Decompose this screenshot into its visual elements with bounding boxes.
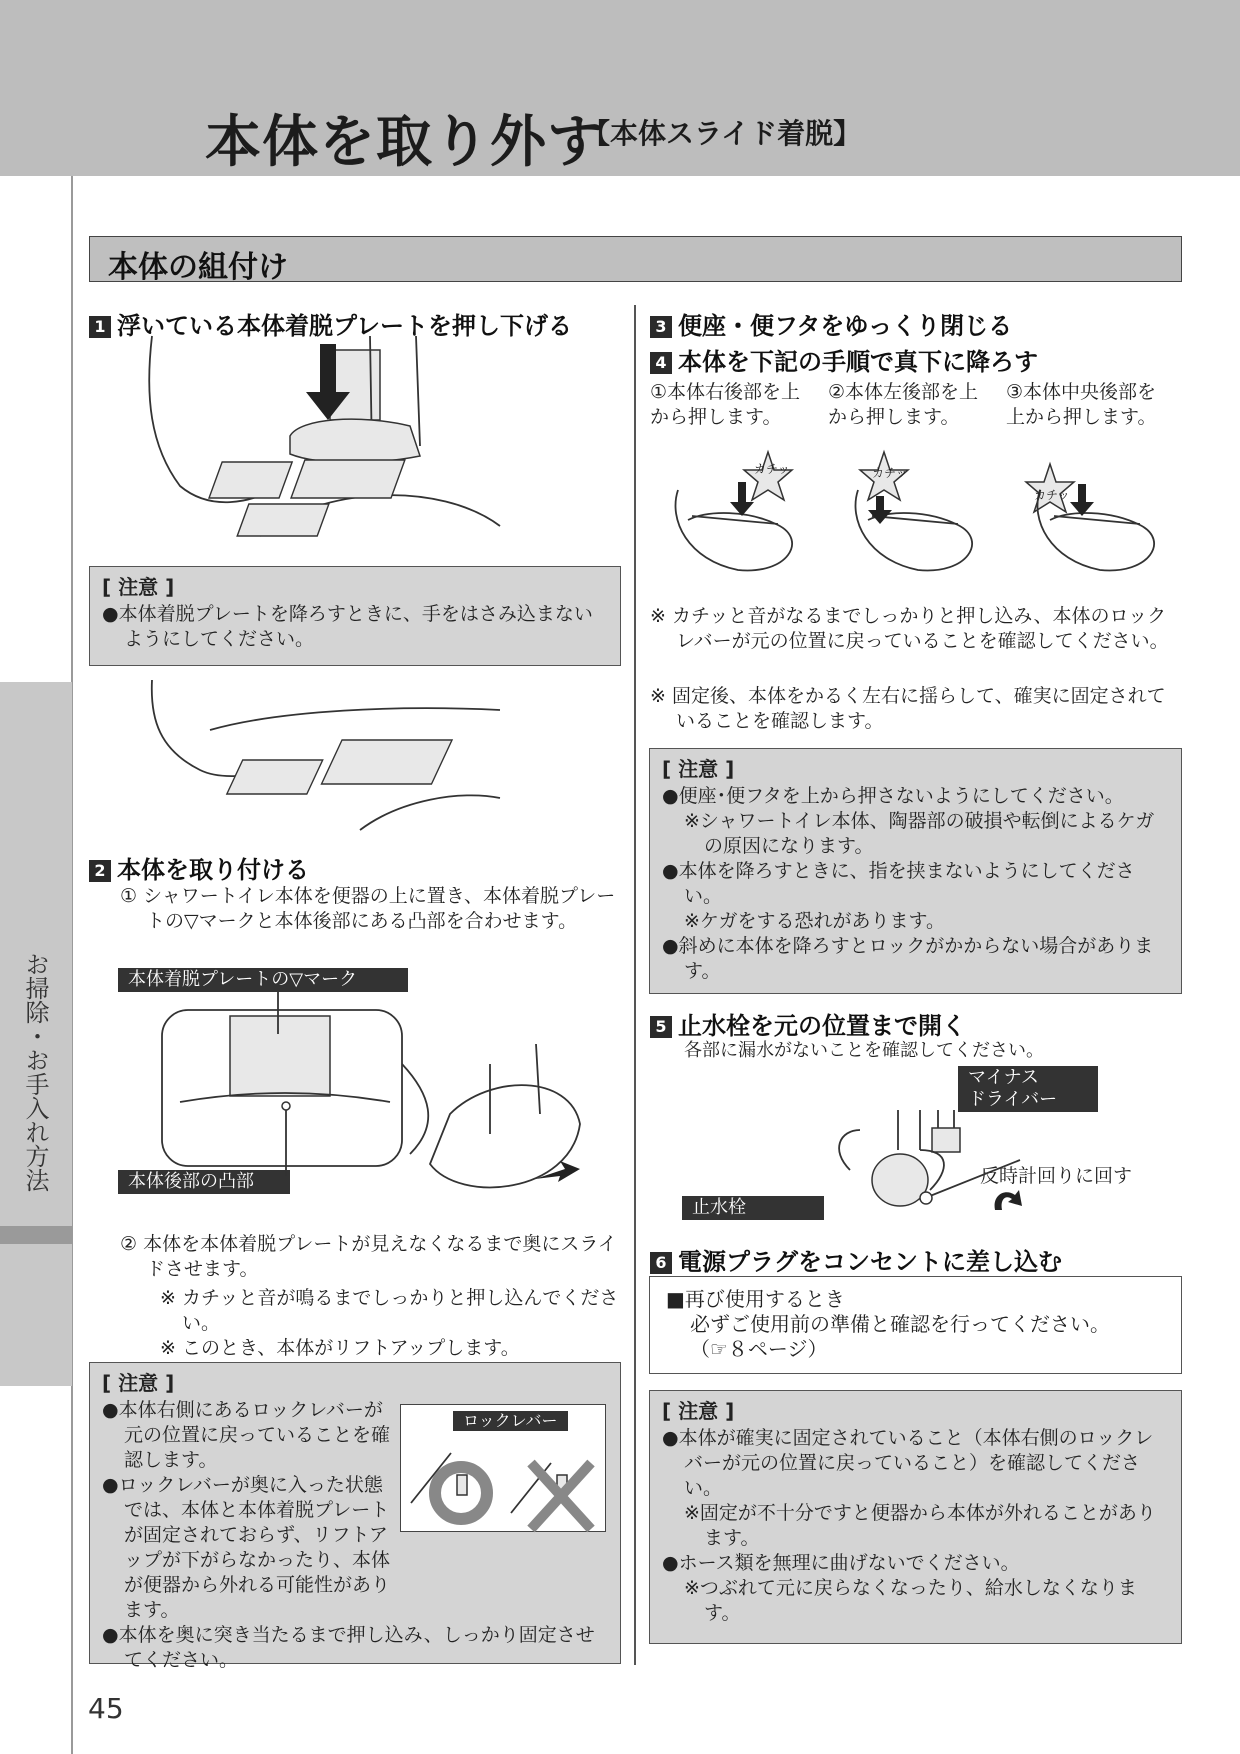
click-text-1: カチッ [754,462,790,476]
step-4-substep-1: ①本体右後部を上から押します。 [650,381,801,428]
restart-text: 必ずご使用前の準備と確認を行ってください。 [690,1312,1110,1336]
step-4-substep-3: ③本体中央後部を上から押します。 [1006,381,1157,428]
side-tab-label: お掃除・お手入れ方法 [21,952,49,1192]
page-header [0,0,1240,176]
restart-heading: ■再び使用するとき [666,1287,845,1311]
plate-mark-label: 本体着脱プレートの▽マーク [118,968,408,992]
side-tab-marker [0,1226,72,1244]
step-2-note-b: ※ このとき、本体がリフトアップします。 [160,1337,520,1359]
section-title: 本体の組付け [108,250,288,285]
step-4-substep-2: ②本体左後部を上から押します。 [828,381,979,428]
alignment-detail-illustration [160,1004,600,1204]
section-heading [89,236,1182,285]
caution-4-title: [ 注意 ] [662,1399,735,1423]
step-2-note-a: ※ カチッと音が鳴るまでしっかりと押し込んでください。 [160,1287,619,1334]
caution-3-sub-1: ※シャワートイレ本体、陶器部の破損や転倒によるケガの原因になります。 [684,810,1155,857]
valve-label: 止水栓 [682,1196,824,1220]
page-subtitle: 【本体スライド着脱】 [582,117,862,150]
caution-4-sub-2: ※つぶれて元に戻らなくなったり、給水しなくなります。 [684,1577,1137,1624]
step-5-label: 止水栓を元の位置まで開く [678,1012,966,1040]
step-4-note-2: ※ 固定後、本体をかるく左右に揺らして、確実に固定されていることを確認します。 [650,685,1166,732]
rear-bump-label: 本体後部の凸部 [118,1170,290,1194]
click-text-3: カチッ [1034,488,1070,502]
caution-box-3 [649,748,1182,994]
press-plate-illustration [140,336,500,558]
caution-2-title: [ 注意 ] [102,1371,175,1395]
step-3-label: 便座・便フタをゆっくり閉じる [678,312,1013,340]
push-center-illustration [1020,450,1170,580]
plate-lowered-illustration [140,680,500,840]
step-6-label: 電源プラグをコンセントに差し込む [678,1248,1062,1276]
step-1-label: 浮いている本体着脱プレートを押し下げる [117,312,573,340]
step-3-number: 3 [650,316,672,338]
screwdriver-label-line-2: ドライバー [968,1089,1058,1110]
stop-valve-illustration [820,1110,1030,1220]
caution-1-title: [ 注意 ] [102,575,175,599]
caution-3-item-3: ●斜めに本体を降ろすとロックがかからない場合があります。 [662,935,1154,982]
caution-3-sub-2: ※ケガをする恐れがあります。 [684,910,946,932]
step-4-number: 4 [650,352,672,374]
step-1-number: 1 [89,316,111,338]
caution-4-item-2: ●ホース類を無理に曲げないでください。 [662,1552,1020,1574]
step-5-number: 5 [650,1016,672,1038]
page-title: 本体を取り外す [205,110,604,175]
screwdriver-label-line-1: マイナス [968,1067,1039,1088]
step-5-heading [650,1006,966,1041]
caution-3-title: [ 注意 ] [662,757,735,781]
caution-4-sub-1: ※固定が不十分ですと便器から本体が外れることがあります。 [684,1502,1156,1549]
step-2-instruction-2: ② 本体を本体着脱プレートが見えなくなるまで奥にスライドさせます。 [120,1233,617,1280]
caution-2-item-1: ●本体右側にあるロックレバーが元の位置に戻っていることを確認します。 [102,1399,391,1471]
restart-page-ref: （☞８ページ） [690,1337,828,1361]
caution-1-item: ●本体着脱プレートを降ろすときに、手をはさみ込まないようにしてください。 [102,603,593,650]
step-6-number: 6 [650,1252,672,1274]
screwdriver-label [958,1066,1098,1112]
lock-lever-label: ロックレバー [453,1411,568,1431]
step-2-heading [89,850,309,885]
step-2-label: 本体を取り付ける [117,856,309,884]
step-2-instruction-1: ① シャワートイレ本体を便器の上に置き、本体着脱プレートの▽マークと本体後部にある凸部を合わせます。 [120,885,616,932]
rotate-instruction: 反時計回りに回す [980,1165,1133,1187]
step-4-label: 本体を下記の手順で真下に降ろす [678,348,1038,376]
caution-3-item-1: ●便座･便フタを上から押さないようにしてください。 [662,785,1124,807]
click-text-2: カチッ [872,466,908,480]
lock-lever-inset [400,1404,606,1532]
caution-box-4 [649,1390,1182,1644]
step-5-text: 各部に漏水がないことを確認してください。 [684,1040,1044,1061]
column-divider [634,305,636,1665]
push-left-illustration [838,450,988,580]
step-2-number: 2 [89,860,111,882]
step-4-note-1: ※ カチッと音がなるまでしっかりと押し込み、本体のロックレバーが元の位置に戻っていることを確認してください。 [650,605,1169,652]
caution-box-1 [89,566,621,666]
restart-info-box [649,1276,1182,1374]
step-6-heading [650,1242,1062,1277]
caution-4-item-1: ●本体が確実に固定されていること（本体右側のロックレバーが元の位置に戻っていること）を確認してください。 [662,1427,1154,1499]
lock-lever-ok-ng-icon [401,1433,607,1533]
page-number: 45 [88,1692,124,1725]
caution-2-item-3: ●本体を奥に突き当たるまで押し込み、しっかり固定させてください。 [102,1624,595,1671]
step-4-heading [650,342,1038,377]
step-3-heading [650,306,1012,341]
caution-2-item-2: ●ロックレバーが奥に入った状態では、本体と本体着脱プレートが固定されておらず、リフトアップが下がらなかったり、本体が便器から外れる可能性があります。 [102,1474,391,1621]
caution-3-item-2: ●本体を降ろすときに、指を挟まないようにしてください。 [662,860,1135,907]
rotate-arrow-icon [995,1190,1022,1210]
